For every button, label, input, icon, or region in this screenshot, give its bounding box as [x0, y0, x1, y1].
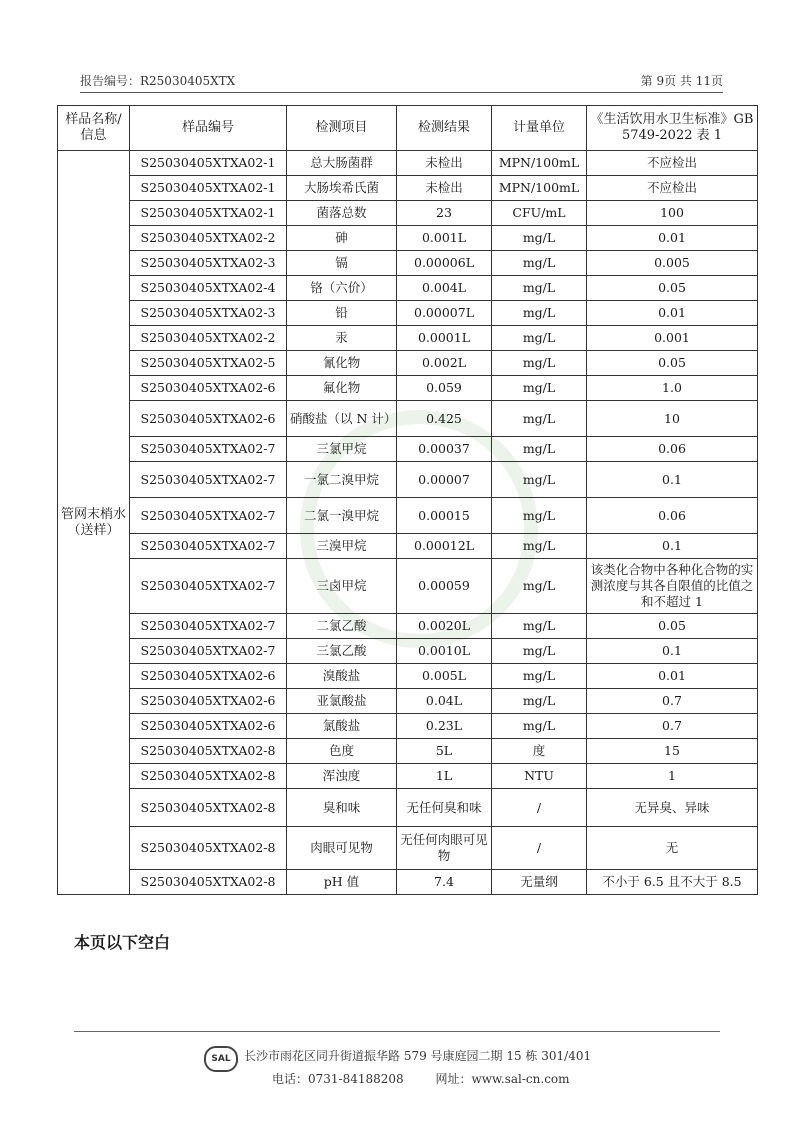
results-table — [57, 105, 758, 895]
standard-cell: 无 — [587, 827, 758, 870]
table-row — [58, 870, 758, 895]
test-item-cell: 臭和味 — [287, 789, 397, 827]
table-row — [58, 201, 758, 226]
standard-cell: 0.001 — [587, 326, 758, 351]
footer-website: 网址：www.sal-cn.com — [435, 1072, 570, 1086]
sample-id-cell: S25030405XTXA02-6 — [130, 664, 287, 689]
unit-cell: mg/L — [492, 614, 587, 639]
test-item-cell: 浑浊度 — [287, 764, 397, 789]
table-row — [58, 827, 758, 870]
test-item-cell: 总大肠菌群 — [287, 151, 397, 176]
sample-id-cell: S25030405XTXA02-6 — [130, 714, 287, 739]
table-row — [58, 739, 758, 764]
col-unit: 计量单位 — [492, 106, 587, 151]
seal-stamp — [764, 570, 793, 720]
standard-cell: 0.7 — [587, 714, 758, 739]
test-item-cell: 铬（六价） — [287, 276, 397, 301]
standard-cell: 0.05 — [587, 351, 758, 376]
standard-cell: 15 — [587, 739, 758, 764]
test-item-cell: 肉眼可见物 — [287, 827, 397, 870]
company-logo: SAL — [204, 1046, 238, 1072]
unit-cell: mg/L — [492, 326, 587, 351]
col-result: 检测结果 — [397, 106, 492, 151]
unit-cell: mg/L — [492, 559, 587, 614]
result-cell: 0.0001L — [397, 326, 492, 351]
sample-id-cell: S25030405XTXA02-6 — [130, 689, 287, 714]
table-row — [58, 498, 758, 534]
sample-id-cell: S25030405XTXA02-7 — [130, 534, 287, 559]
test-item-cell: 镉 — [287, 251, 397, 276]
table-row — [58, 614, 758, 639]
unit-cell: mg/L — [492, 301, 587, 326]
result-cell: 0.425 — [397, 401, 492, 437]
table-row — [58, 534, 758, 559]
sample-id-cell: S25030405XTXA02-7 — [130, 498, 287, 534]
standard-cell: 0.01 — [587, 226, 758, 251]
sample-id-cell: S25030405XTXA02-7 — [130, 639, 287, 664]
unit-cell: mg/L — [492, 639, 587, 664]
standard-cell: 不应检出 — [587, 176, 758, 201]
standard-cell: 10 — [587, 401, 758, 437]
unit-cell: mg/L — [492, 534, 587, 559]
header-divider — [80, 92, 723, 93]
result-cell: 7.4 — [397, 870, 492, 895]
standard-cell: 无异臭、异味 — [587, 789, 758, 827]
standard-cell: 0.06 — [587, 498, 758, 534]
test-item-cell: 二氯一溴甲烷 — [287, 498, 397, 534]
table-row — [58, 789, 758, 827]
test-item-cell: 菌落总数 — [287, 201, 397, 226]
footer-divider — [74, 1031, 720, 1032]
report-number: 报告编号：R25030405XTX — [80, 74, 236, 88]
result-cell: 未检出 — [397, 151, 492, 176]
sample-id-cell: S25030405XTXA02-8 — [130, 827, 287, 870]
unit-cell: mg/L — [492, 498, 587, 534]
unit-cell: MPN/100mL — [492, 151, 587, 176]
result-cell: 0.00037 — [397, 437, 492, 462]
table-row — [58, 401, 758, 437]
table-row — [58, 714, 758, 739]
page-header — [80, 72, 723, 90]
result-cell: 0.00012L — [397, 534, 492, 559]
result-cell: 0.23L — [397, 714, 492, 739]
sample-id-cell: S25030405XTXA02-8 — [130, 789, 287, 827]
unit-cell: 度 — [492, 739, 587, 764]
footer-contact — [272, 1070, 598, 1087]
result-cell: 无任何肉眼可见物 — [397, 827, 492, 870]
table-row — [58, 351, 758, 376]
standard-cell: 0.005 — [587, 251, 758, 276]
result-cell: 0.005L — [397, 664, 492, 689]
standard-cell: 0.7 — [587, 689, 758, 714]
result-cell: 0.059 — [397, 376, 492, 401]
result-cell: 0.0010L — [397, 639, 492, 664]
table-row — [58, 226, 758, 251]
unit-cell: mg/L — [492, 226, 587, 251]
standard-cell: 1.0 — [587, 376, 758, 401]
table-row — [58, 376, 758, 401]
table-row — [58, 301, 758, 326]
test-item-cell: 氰化物 — [287, 351, 397, 376]
result-cell: 0.04L — [397, 689, 492, 714]
test-item-cell: 铅 — [287, 301, 397, 326]
result-cell: 未检出 — [397, 176, 492, 201]
table-row — [58, 151, 758, 176]
unit-cell: mg/L — [492, 714, 587, 739]
test-item-cell: 三卤甲烷 — [287, 559, 397, 614]
sample-id-cell: S25030405XTXA02-8 — [130, 739, 287, 764]
standard-cell: 1 — [587, 764, 758, 789]
test-item-cell: 亚氯酸盐 — [287, 689, 397, 714]
unit-cell: mg/L — [492, 401, 587, 437]
unit-cell: mg/L — [492, 276, 587, 301]
unit-cell: mg/L — [492, 437, 587, 462]
table-row — [58, 664, 758, 689]
unit-cell: / — [492, 827, 587, 870]
result-cell: 0.001L — [397, 226, 492, 251]
unit-cell: mg/L — [492, 376, 587, 401]
table-row — [58, 462, 758, 498]
result-cell: 0.0020L — [397, 614, 492, 639]
unit-cell: mg/L — [492, 462, 587, 498]
col-standard: 《生活饮用水卫生标准》GB 5749-2022 表 1 — [587, 106, 758, 151]
sample-id-cell: S25030405XTXA02-6 — [130, 376, 287, 401]
result-cell: 23 — [397, 201, 492, 226]
result-cell: 0.002L — [397, 351, 492, 376]
table-row — [58, 176, 758, 201]
standard-cell: 100 — [587, 201, 758, 226]
test-item-cell: pH 值 — [287, 870, 397, 895]
col-sample-id: 样品编号 — [130, 106, 287, 151]
result-cell: 无任何臭和味 — [397, 789, 492, 827]
page-indicator: 第 9页 共 11页 — [640, 74, 723, 88]
unit-cell: CFU/mL — [492, 201, 587, 226]
standard-cell: 0.05 — [587, 276, 758, 301]
standard-cell: 0.05 — [587, 614, 758, 639]
table-row — [58, 276, 758, 301]
sample-id-cell: S25030405XTXA02-3 — [130, 251, 287, 276]
standard-cell: 0.1 — [587, 639, 758, 664]
unit-cell: MPN/100mL — [492, 176, 587, 201]
unit-cell: 无量纲 — [492, 870, 587, 895]
unit-cell: mg/L — [492, 351, 587, 376]
result-cell: 5L — [397, 739, 492, 764]
standard-cell: 0.06 — [587, 437, 758, 462]
footer-address: 长沙市雨花区同升街道振华路 579 号康庭园二期 15 栋 301/401 — [244, 1049, 592, 1063]
test-item-cell: 三溴甲烷 — [287, 534, 397, 559]
sample-id-cell: S25030405XTXA02-8 — [130, 870, 287, 895]
table-header-row — [58, 106, 758, 151]
sample-id-cell: S25030405XTXA02-2 — [130, 226, 287, 251]
unit-cell: / — [492, 789, 587, 827]
sample-id-cell: S25030405XTXA02-8 — [130, 764, 287, 789]
sample-id-cell: S25030405XTXA02-1 — [130, 176, 287, 201]
table-row — [58, 689, 758, 714]
result-cell: 1L — [397, 764, 492, 789]
table-row — [58, 559, 758, 614]
standard-cell: 0.1 — [587, 462, 758, 498]
test-item-cell: 氟化物 — [287, 376, 397, 401]
test-item-cell: 二氯乙酸 — [287, 614, 397, 639]
unit-cell: mg/L — [492, 664, 587, 689]
unit-cell: NTU — [492, 764, 587, 789]
result-cell: 0.00059 — [397, 559, 492, 614]
test-item-cell: 一氯二溴甲烷 — [287, 462, 397, 498]
sample-id-cell: S25030405XTXA02-7 — [130, 462, 287, 498]
standard-cell: 不应检出 — [587, 151, 758, 176]
test-item-cell: 三氯甲烷 — [287, 437, 397, 462]
standard-cell: 该类化合物中各种化合物的实测浓度与其各自限值的比值之和不超过 1 — [587, 559, 758, 614]
test-item-cell: 溴酸盐 — [287, 664, 397, 689]
result-cell: 0.00015 — [397, 498, 492, 534]
table-row — [58, 326, 758, 351]
sample-id-cell: S25030405XTXA02-1 — [130, 151, 287, 176]
result-cell: 0.00007L — [397, 301, 492, 326]
sample-id-cell: S25030405XTXA02-3 — [130, 301, 287, 326]
result-cell: 0.00007 — [397, 462, 492, 498]
result-cell: 0.004L — [397, 276, 492, 301]
sample-info-cell: 管网末梢水（送样） — [58, 151, 130, 895]
blank-note: 本页以下空白 — [74, 933, 171, 952]
table-row — [58, 764, 758, 789]
sample-id-cell: S25030405XTXA02-7 — [130, 437, 287, 462]
result-cell: 0.00006L — [397, 251, 492, 276]
unit-cell: mg/L — [492, 251, 587, 276]
test-item-cell: 三氯乙酸 — [287, 639, 397, 664]
col-test-item: 检测项目 — [287, 106, 397, 151]
standard-cell: 0.1 — [587, 534, 758, 559]
col-sample-info: 样品名称/信息 — [58, 106, 130, 151]
test-item-cell: 硝酸盐（以 N 计） — [287, 401, 397, 437]
footer-phone: 电话：0731-84188208 — [272, 1072, 404, 1086]
standard-cell: 0.01 — [587, 664, 758, 689]
sample-id-cell: S25030405XTXA02-6 — [130, 401, 287, 437]
test-item-cell: 氯酸盐 — [287, 714, 397, 739]
test-item-cell: 砷 — [287, 226, 397, 251]
table-row — [58, 251, 758, 276]
test-item-cell: 汞 — [287, 326, 397, 351]
sample-id-cell: S25030405XTXA02-7 — [130, 559, 287, 614]
table-row — [58, 639, 758, 664]
test-item-cell: 大肠埃希氏菌 — [287, 176, 397, 201]
sample-id-cell: S25030405XTXA02-1 — [130, 201, 287, 226]
test-item-cell: 色度 — [287, 739, 397, 764]
unit-cell: mg/L — [492, 689, 587, 714]
sample-id-cell: S25030405XTXA02-2 — [130, 326, 287, 351]
sample-id-cell: S25030405XTXA02-5 — [130, 351, 287, 376]
standard-cell: 0.01 — [587, 301, 758, 326]
sample-id-cell: S25030405XTXA02-7 — [130, 614, 287, 639]
table-row — [58, 437, 758, 462]
standard-cell: 不小于 6.5 且不大于 8.5 — [587, 870, 758, 895]
sample-id-cell: S25030405XTXA02-4 — [130, 276, 287, 301]
